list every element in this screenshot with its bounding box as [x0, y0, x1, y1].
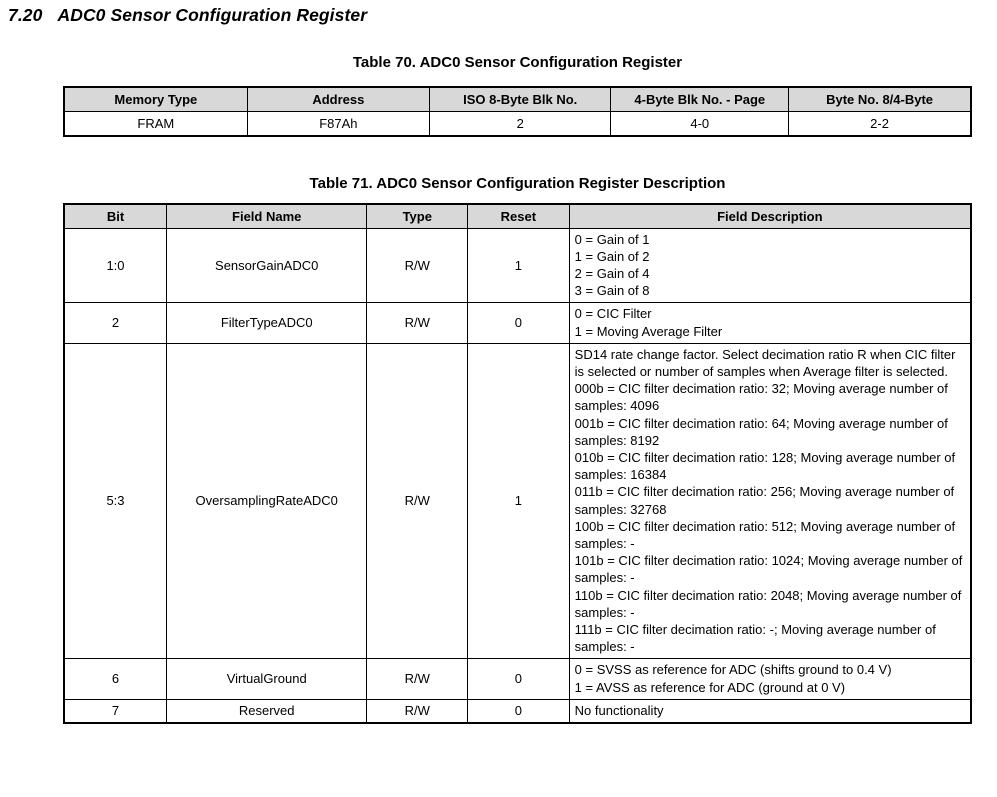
table-row [64, 659, 971, 699]
table-70-register-location [63, 86, 972, 137]
table-cell: R/W [367, 343, 468, 659]
table-cell: 0 [468, 303, 570, 343]
table-row [64, 111, 971, 136]
table-cell: 1:0 [64, 228, 166, 303]
table-cell: 6 [64, 659, 166, 699]
field-description-cell [569, 659, 971, 699]
table-cell: 7 [64, 699, 166, 723]
description-line: No functionality [574, 702, 664, 718]
description-line: 1 = Gain of 2 [574, 248, 650, 264]
table-71-register-description [63, 203, 972, 724]
field-description-cell [569, 303, 971, 343]
description-line: 001b = CIC filter decimation ratio: 64; Moving average number of samples: 8192 [574, 415, 948, 448]
table-cell: FilterTypeADC0 [166, 303, 366, 343]
table-70-caption: Table 70. ADC0 Sensor Configuration Register [352, 54, 683, 71]
table-cell: FRAM [64, 111, 247, 136]
table-cell: OversamplingRateADC0 [166, 343, 366, 659]
description-line: 101b = CIC filter decimation ratio: 1024; Moving average number of samples: - [574, 553, 963, 586]
description-line: 100b = CIC filter decimation ratio: 512; Moving average number of samples: - [574, 518, 956, 551]
column-header: Byte No. 8/4-Byte [789, 87, 971, 111]
table-cell: R/W [367, 659, 468, 699]
table-cell: 2 [430, 111, 611, 136]
section-heading [8, 5, 997, 26]
table-cell: 2-2 [789, 111, 971, 136]
table-row [64, 699, 971, 723]
table-cell: 1 [468, 343, 570, 659]
section-title: ADC0 Sensor Configuration Register [57, 5, 368, 25]
table-cell: VirtualGround [166, 659, 366, 699]
column-header: Bit [64, 204, 166, 228]
column-header: Field Name [166, 204, 366, 228]
table-cell: 5:3 [64, 343, 166, 659]
table-row [64, 303, 971, 343]
table-cell: R/W [367, 303, 468, 343]
table-cell: 2 [64, 303, 166, 343]
description-line: 110b = CIC filter decimation ratio: 2048; Moving average number of samples: - [574, 587, 962, 620]
table-cell: 4-0 [611, 111, 789, 136]
table-row [64, 343, 971, 659]
table-cell: SensorGainADC0 [166, 228, 366, 303]
description-line: 1 = Moving Average Filter [574, 323, 723, 339]
table-cell: R/W [367, 228, 468, 303]
table-cell: F87Ah [247, 111, 429, 136]
description-line: 011b = CIC filter decimation ratio: 256; Moving average number of samples: 32768 [574, 484, 955, 517]
column-header: Field Description [569, 204, 971, 228]
description-line: 3 = Gain of 8 [574, 283, 650, 299]
table-header-row [64, 204, 971, 228]
description-line: 0 = CIC Filter [574, 306, 652, 322]
column-header: ISO 8-Byte Blk No. [430, 87, 611, 111]
description-line: 010b = CIC filter decimation ratio: 128; Moving average number of samples: 16384 [574, 449, 956, 483]
field-description-cell [569, 228, 971, 303]
table-header-row [64, 87, 971, 111]
column-header: Type [367, 204, 468, 228]
column-header: 4-Byte Blk No. - Page [611, 87, 789, 111]
table-71-caption: Table 71. ADC0 Sensor Configuration Register Description [309, 175, 726, 192]
table-cell: R/W [367, 699, 468, 723]
section-number: 7.20 [8, 5, 43, 25]
description-line: 2 = Gain of 4 [574, 265, 650, 281]
description-line: 1 = AVSS as reference for ADC (ground at 0 V) [574, 679, 846, 695]
field-description-cell [569, 343, 971, 659]
table-cell: 1 [468, 228, 570, 303]
column-header: Reset [468, 204, 570, 228]
column-header: Address [247, 87, 429, 111]
column-header: Memory Type [64, 87, 247, 111]
description-line: 111b = CIC filter decimation ratio: -; Moving average number of samples: - [574, 621, 936, 655]
description-line: 0 = Gain of 1 [574, 231, 650, 247]
description-line: SD14 rate change factor. Select decimation ratio R when CIC filter is selected or number of samples when Average filter is selected. [574, 346, 956, 379]
table-cell: Reserved [166, 699, 366, 723]
description-line: 000b = CIC filter decimation ratio: 32; Moving average number of samples: 4096 [574, 381, 948, 414]
description-line: 0 = SVSS as reference for ADC (shifts ground to 0.4 V) [574, 662, 892, 678]
table-cell: 0 [468, 699, 570, 723]
page-content [63, 54, 972, 724]
table-row [64, 228, 971, 303]
field-description-cell [569, 699, 971, 723]
table-cell: 0 [468, 659, 570, 699]
